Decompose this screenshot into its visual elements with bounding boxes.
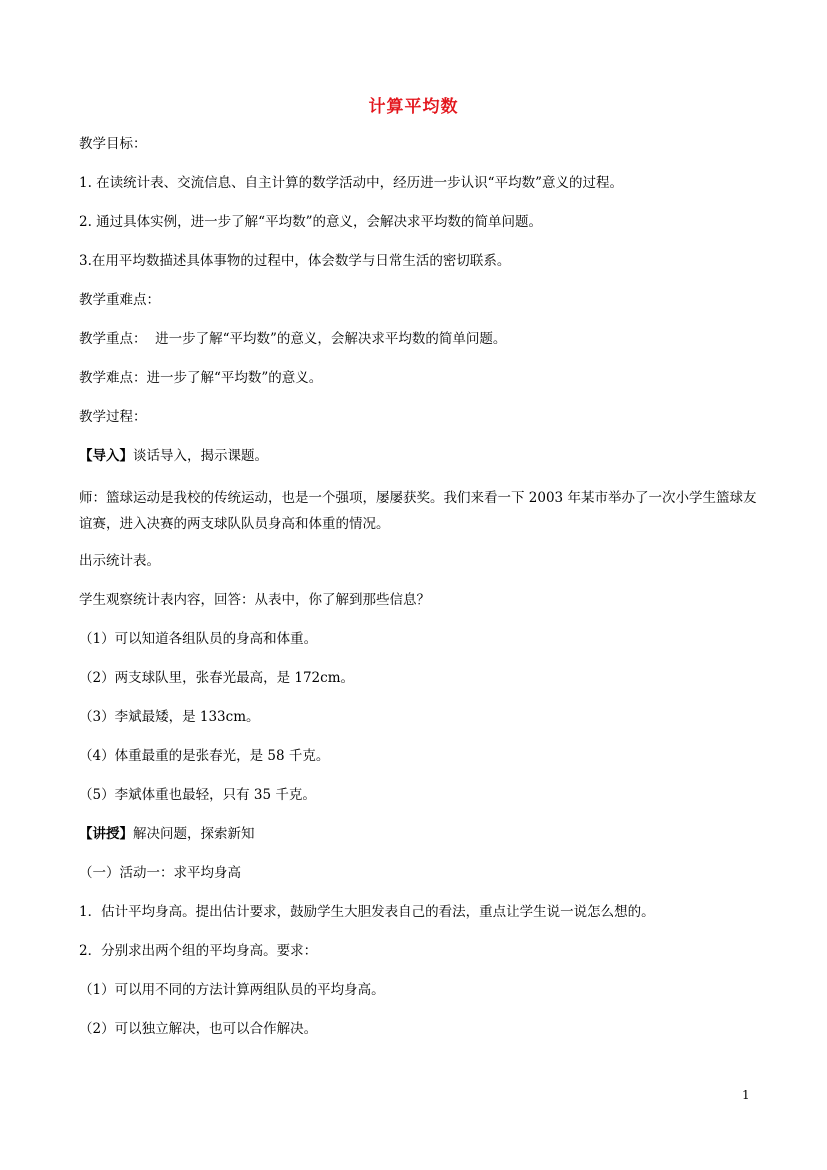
paragraph xyxy=(79,446,759,466)
paragraph-text: 2．分别求出两个组的平均身高。要求： xyxy=(79,943,318,959)
paragraph-text: 1. 在读统计表、交流信息、自主计算的数学活动中，经历进一步认识“平均数”意义的过程。 xyxy=(79,175,623,191)
paragraph-text: 教学过程： xyxy=(79,409,147,425)
paragraph-text: 2. 通过具体实例，进一步了解“平均数”的意义，会解决求平均数的简单问题。 xyxy=(79,214,542,230)
paragraph-text: 出示统计表。 xyxy=(79,553,160,569)
paragraph-text: 教学难点：进一步了解“平均数”的意义。 xyxy=(79,370,323,386)
paragraph-text: 解决问题，探索新知 xyxy=(133,826,255,842)
paragraph xyxy=(79,212,759,232)
paragraph xyxy=(79,590,759,610)
paragraph-text: （4）体重最重的是张春光，是 58 千克。 xyxy=(79,748,330,764)
paragraph xyxy=(79,251,759,271)
paragraph xyxy=(79,407,759,427)
paragraph-text: （2）可以独立解决，也可以合作解决。 xyxy=(79,1021,318,1037)
paragraph xyxy=(79,980,759,1000)
paragraph xyxy=(79,329,759,349)
paragraph xyxy=(79,368,759,388)
paragraph-text: （3）李斌最矮，是 133cm。 xyxy=(79,709,260,725)
paragraph xyxy=(79,824,759,844)
paragraph xyxy=(79,551,759,571)
paragraph-text: 3.在用平均数描述具体事物的过程中，体会数学与日常生活的密切联系。 xyxy=(79,253,511,269)
paragraph-text: （1）可以知道各组队员的身高和体重。 xyxy=(79,631,318,647)
paragraph xyxy=(79,785,759,805)
paragraph-text: （2）两支球队里，张春光最高，是 172cm。 xyxy=(79,670,355,686)
paragraph xyxy=(79,1019,759,1039)
paragraph xyxy=(79,134,759,154)
section-marker: 【讲授】 xyxy=(79,826,133,842)
paragraph xyxy=(79,629,759,649)
section-marker: 【导入】 xyxy=(79,448,133,464)
paragraph xyxy=(79,707,759,727)
paragraph-text: 学生观察统计表内容，回答：从表中，你了解到那些信息？ xyxy=(79,592,430,608)
paragraph-text: 教学重难点： xyxy=(79,292,160,308)
document-title: 计算平均数 xyxy=(368,97,459,117)
paragraph xyxy=(79,290,759,310)
paragraph xyxy=(79,941,759,961)
paragraph-text: （1）可以用不同的方法计算两组队员的平均身高。 xyxy=(79,982,385,998)
paragraph-text: （5）李斌体重也最轻，只有 35 千克。 xyxy=(79,787,316,803)
paragraph-text: 谈话导入，揭示课题。 xyxy=(133,448,268,464)
paragraph-text: 教学目标： xyxy=(79,136,147,152)
document-body xyxy=(79,134,759,1058)
paragraph-text: （一）活动一：求平均身高 xyxy=(79,865,241,881)
paragraph xyxy=(79,746,759,766)
paragraph xyxy=(79,173,759,193)
paragraph-text: 师：篮球运动是我校的传统运动，也是一个强项，屡屡获奖。我们来看一下 2003 年某市举办了一次小学生篮球友谊赛，进入决赛的两支球队队员身高和体重的情况。 xyxy=(79,490,757,532)
paragraph-text: 1．估计平均身高。提出估计要求，鼓励学生大胆发表自己的看法，重点让学生说一说怎么想的。 xyxy=(79,904,655,920)
paragraph xyxy=(79,863,759,883)
paragraph xyxy=(79,902,759,922)
paragraph xyxy=(79,485,759,537)
paragraph xyxy=(79,668,759,688)
paragraph-text: 教学重点： 进一步了解“平均数”的意义，会解决求平均数的简单问题。 xyxy=(79,331,507,347)
page-number: 1 xyxy=(742,1088,750,1102)
